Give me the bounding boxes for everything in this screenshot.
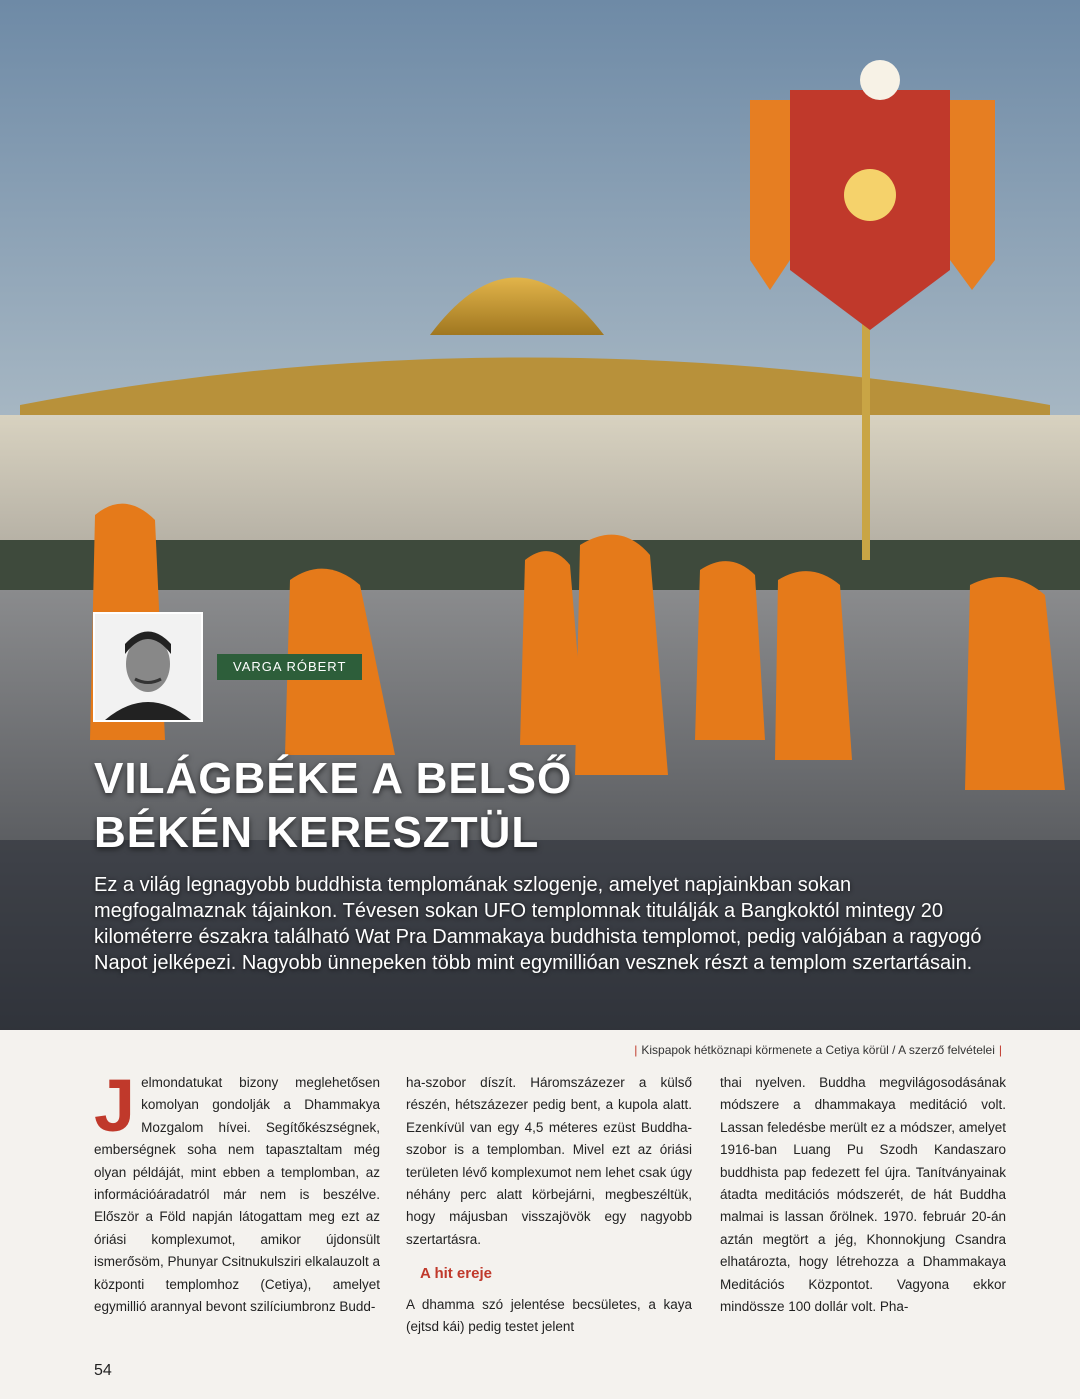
banner-flower	[860, 60, 900, 100]
column-text: elmondatukat bizony meglehetősen komolyan gondolják a Dhammakya Mozgalom hívei. Segítőkészségnek, emberségnek soha nem tapasztaltam még olyan példáját, mint ebben a templomban, az információáradatról már nem is beszélve. Először a Föld napján látogattam meg ezt az óriási komplexumot, amikor újdonsült ismerősöm, Phunyar Csitnukulsziri elkalauzolt a központi templomhoz (Cetiya), amelyet egymillió arannyal bevont szilíciumbronz Budd-	[94, 1075, 380, 1315]
title-line: VILÁGBÉKE A BELSŐ	[94, 754, 573, 803]
column-1	[94, 1064, 380, 1318]
monk	[775, 571, 852, 760]
banner-right	[950, 100, 995, 290]
article-title	[94, 752, 794, 860]
column-text: A dhamma szó jelentése becsületes, a kaya (ejtsd kái) pedig testet jelent	[406, 1296, 692, 1335]
author-name-tag: VARGA RÓBERT	[217, 654, 362, 680]
monk	[695, 561, 765, 740]
temple-steps	[0, 415, 1080, 540]
caption-bar: |	[634, 1043, 638, 1057]
author-photo	[93, 612, 203, 722]
column-3	[720, 1072, 1006, 1318]
lead-paragraph: Ez a világ legnagyobb buddhista templomának szlogenje, amelyet napjainkban sokan megfogalmaznak tájainkon. Tévesen sokan UFO templomnak titulálják a Bangkoktól mintegy 20 kilométerre északra található Wat Pra Dammakaya buddhista templomot, pedig valójában a ragyogó Napot jelképezi. Nagyobb ünnepeken több mint egymillióan vesznek részt a templom szertartásain.	[94, 874, 982, 974]
photo-caption	[630, 1043, 1006, 1057]
column-text: thai nyelven. Buddha megvilágosodásának módszere a dhammakaya meditáció volt. Lassan feledésbe merült ez a módszer, amelyet 1916-ban Luang Pu Szodh Kandaszaro buddhista pap fedezett fel újra. Tanítványainak átadta meditációs módszerét, de hát Buddha malmai is lassan őrölnek. 1970. február 20-án aztán megtört a jég, Khonnokjung Csandra elhatározta, hogy létrehozza a Dhammakaya Meditációs Központot. Vagyona ekkor mindössze 100 dollár volt. Pha-	[720, 1075, 1006, 1315]
page-number: 54	[94, 1362, 112, 1379]
banner-left	[750, 100, 790, 290]
title-line: BÉKÉN KERESZTÜL	[94, 808, 540, 857]
column-2	[406, 1072, 692, 1338]
column-text: ha-szobor díszít. Háromszázezer a külső részén, hétszázezer pedig bent, a kupola alatt. Ezenkívül van egy 4,5 méteres ezüst Buddha-szobor is a templomban. Mivel ezt az óriási területen lévő komplexumot nem lehet csak úgy néhány perc alatt körbejárni, megbeszéltük, hogy májusban visszajövök egy nagyobb szertartásra.	[406, 1075, 692, 1247]
drop-cap: J	[94, 1064, 136, 1147]
banner-emblem	[844, 169, 896, 221]
caption-text: Kispapok hétköznapi körmenete a Cetiya körül / A szerző felvételei	[641, 1043, 995, 1057]
caption-bar: |	[998, 1043, 1002, 1057]
subheading: A hit ereje	[420, 1265, 492, 1283]
